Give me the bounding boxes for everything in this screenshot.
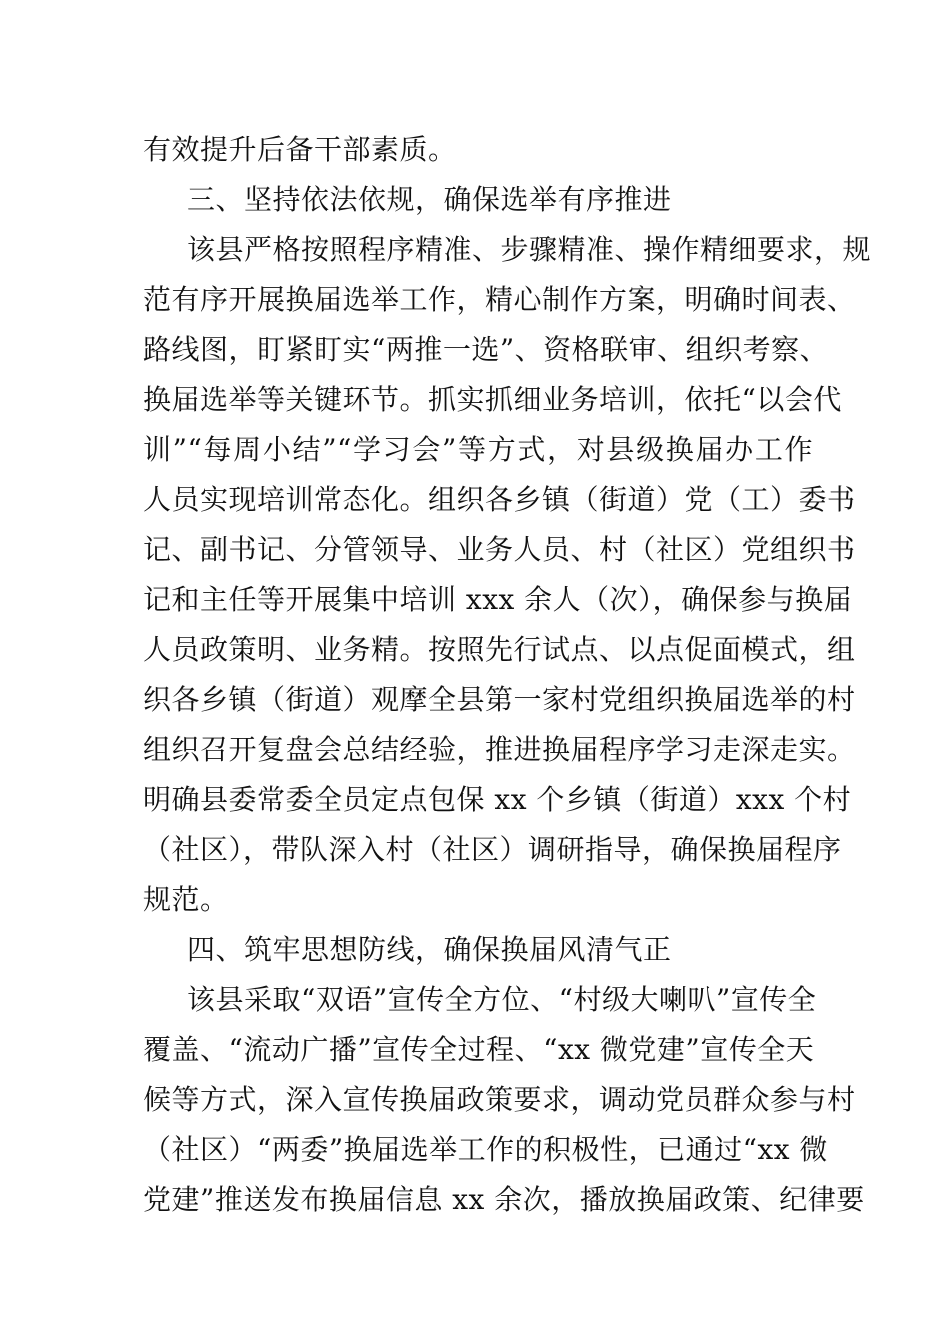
text-line: （社区），带队深入村（社区）调研指导，确保换届程序 (143, 833, 842, 866)
section-heading-4: 四、筑牢思想防线，确保换届风清气正 (187, 933, 672, 966)
text-line: 覆盖、“流动广播”宣传全过程、“xx 微党建”宣传全天 (143, 1033, 815, 1066)
text-line: 范有序开展换届选举工作，精心制作方案，明确时间表、 (143, 283, 856, 316)
text-line: 党建”推送发布换届信息 xx 余次，播放换届政策、纪律要 (143, 1183, 865, 1216)
text-line: 记和主任等开展集中培训 xxx 余人（次），确保参与换届 (143, 583, 853, 616)
text-line: 路线图，盯紧盯实“两推一选”、资格联审、组织考察、 (143, 333, 829, 366)
text-line: 换届选举等关键环节。抓实抓细业务培训，依托“以会代 (143, 383, 842, 416)
section-heading-3: 三、坚持依法依规，确保选举有序推进 (187, 183, 672, 216)
text-line: 记、副书记、分管领导、业务人员、村（社区）党组织书 (143, 533, 856, 566)
text-line: 该县采取“双语”宣传全方位、“村级大喇叭”宣传全 (187, 983, 817, 1016)
text-line: 人员实现培训常态化。组织各乡镇（街道）党（工）委书 (143, 483, 856, 516)
text-line: 明确县委常委全员定点包保 xx 个乡镇（街道）xxx 个村 (143, 783, 852, 816)
text-line: （社区）“两委”换届选举工作的积极性，已通过“xx 微 (143, 1133, 828, 1166)
text-line: 组织召开复盘会总结经验，推进换届程序学习走深走实。 (143, 733, 856, 766)
text-line: 该县严格按照程序精准、步骤精准、操作精细要求，规 (187, 233, 872, 266)
text-line: 有效提升后备干部素质。 (143, 133, 457, 166)
text-line: 人员政策明、业务精。按照先行试点、以点促面模式，组 (143, 633, 856, 666)
text-line: 候等方式，深入宣传换届政策要求，调动党员群众参与村 (143, 1083, 856, 1116)
text-line: 织各乡镇（街道）观摩全县第一家村党组织换届选举的村 (143, 683, 856, 716)
text-line: 规范。 (143, 883, 229, 916)
text-line: 训”“每周小结”“学习会”等方式，对县级换届办工作 (143, 433, 813, 466)
